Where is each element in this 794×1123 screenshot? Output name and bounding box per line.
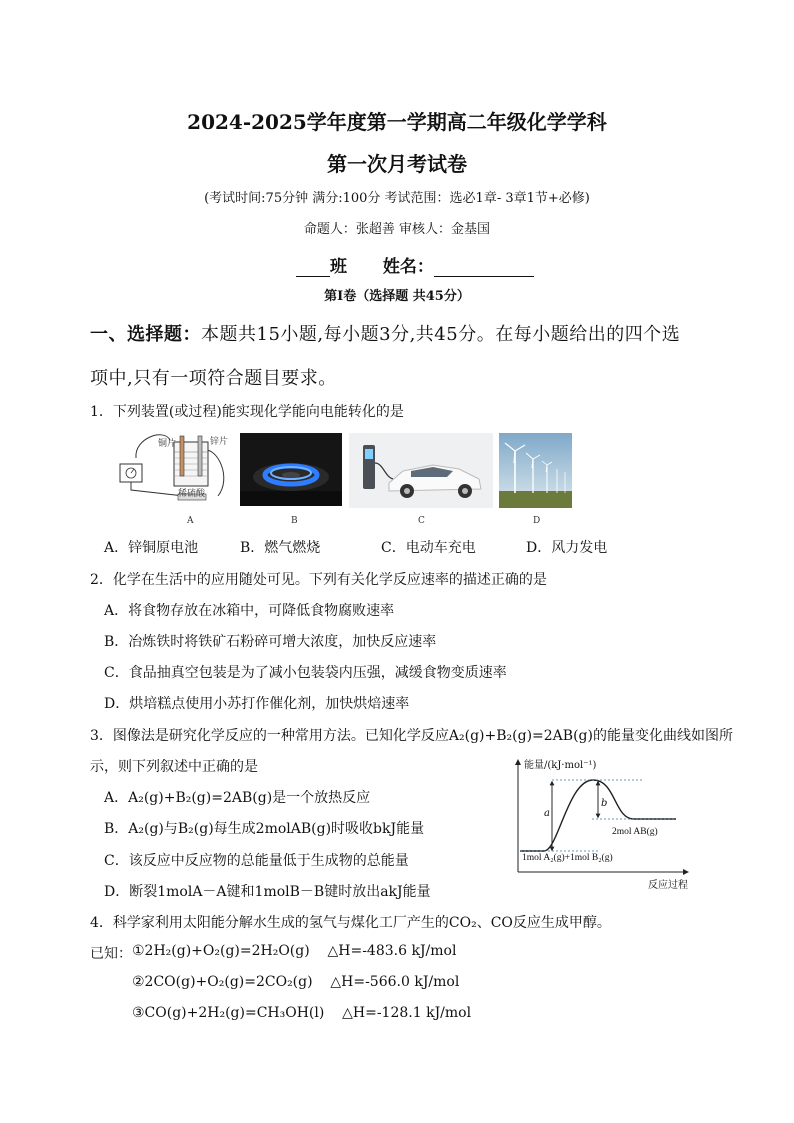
energy-y-label: 能量/(kJ·mol⁻¹) (524, 760, 597, 771)
q1-image-d (499, 433, 572, 508)
q1-image-d-label: D (533, 516, 541, 526)
class-name-line (296, 252, 534, 277)
q2-option-a[interactable]: A．将食物存放在冰箱中，可降低食物腐败速率 (104, 603, 395, 619)
exam-subtitle: 第一次月考试卷 (327, 152, 467, 176)
section-text-1: 本题共15小题,每小题3分,共45分。在每小题给出的四个选 (201, 324, 681, 345)
section-heading-line (90, 320, 730, 346)
q4-equation-3: ③CO(g)+2H₂(g)=CH₃OH(l) △H=-128.1 kJ/mol (132, 1005, 472, 1021)
section-text-2: 项中,只有一项符合题目要求。 (90, 368, 337, 389)
product-label: 2mol AB(g) (612, 827, 658, 837)
exam-authors: 命题人：张超善 审核人：金基国 (303, 222, 491, 237)
q1-option-a[interactable]: A．锌铜原电池 (104, 540, 199, 556)
q1-option-d[interactable]: D．风力发电 (526, 540, 608, 556)
wind-turbine-photo (499, 433, 572, 508)
q4-equation-1: ①2H₂(g)+O₂(g)=2H₂O(g) △H=-483.6 kJ/mol (132, 943, 457, 959)
q1-image-a (114, 428, 236, 518)
energy-diagram (508, 756, 698, 892)
q3-stem-2: 示，则下列叙述中正确的是 (90, 759, 258, 775)
q1-option-c[interactable]: C．电动车充电 (381, 540, 476, 556)
gas-burner-photo (240, 433, 342, 506)
name-label: 姓名： (382, 257, 434, 277)
b-label: b (601, 798, 608, 809)
energy-diagram-svg (508, 756, 698, 892)
q3-option-c[interactable]: C．该反应中反应物的总能量低于生成物的总能量 (104, 853, 409, 869)
copper-plate-label: 铜片 (158, 439, 177, 449)
q3-option-b[interactable]: B．A₂(g)与B₂(g)每生成2molAB(g)时吸收bkJ能量 (104, 821, 425, 837)
q1-option-b[interactable]: B．燃气燃烧 (240, 540, 321, 556)
section-heading: 一、选择题： (90, 324, 201, 345)
q3-stem-1: 3．图像法是研究化学反应的一种常用方法。已知化学反应A₂(g)+B₂(g)=2AB(g)的能量变化曲线如图所 (90, 728, 733, 744)
class-label: 班 (330, 257, 347, 277)
reactant-label: 1mol A₂(g)+1mol B₂(g) (522, 853, 613, 863)
a-label: a (544, 808, 550, 819)
q1-image-b (240, 433, 342, 506)
q4-stem: 4．科学家利用太阳能分解水生成的氢气与煤化工厂产生的CO₂、CO反应生成甲醇。 (90, 915, 611, 931)
name-blank[interactable] (434, 276, 534, 277)
q2-option-c[interactable]: C．食品抽真空包装是为了减小包装袋内压强，减缓食物变质速率 (104, 665, 507, 681)
q4-known-label: 已知： (90, 946, 132, 962)
q1-image-c-label: C (418, 516, 425, 526)
acid-label: 稀硫酸 (178, 489, 206, 499)
q1-image-a-label: A (187, 516, 194, 526)
q2-option-d[interactable]: D．烘培糕点使用小苏打作催化剂，加快烘焙速率 (104, 696, 410, 712)
energy-x-label: 反应过程 (648, 880, 688, 891)
q1-image-b-label: B (291, 516, 298, 526)
q2-stem: 2．化学在生活中的应用随处可见。下列有关化学反应速率的描述正确的是 (90, 572, 547, 588)
zinc-plate-label: 锌片 (210, 437, 229, 447)
q3-option-d[interactable]: D．断裂1molA－A键和1molB－B键时放出akJ能量 (104, 884, 431, 900)
q2-option-b[interactable]: B．冶炼铁时将铁矿石粉碎可增大浓度，加快反应速率 (104, 634, 437, 650)
exam-info: (考试时间:75分钟 满分:100分 考试范围：选必1章- 3章1节+必修) (204, 191, 590, 206)
volume-label: 第Ⅰ卷（选择题 共45分） (324, 289, 470, 304)
q1-image-c (349, 433, 493, 508)
electric-car-photo (349, 433, 493, 508)
q1-stem: 1．下列装置(或过程)能实现化学能向电能转化的是 (90, 404, 404, 420)
q3-option-a[interactable]: A．A₂(g)+B₂(g)=2AB(g)是一个放热反应 (104, 790, 371, 806)
q4-equation-2: ②2CO(g)+O₂(g)=2CO₂(g) △H=-566.0 kJ/mol (132, 974, 460, 990)
exam-title: 2024-2025学年度第一学期高二年级化学学科 (187, 110, 607, 134)
class-blank[interactable] (296, 276, 330, 277)
